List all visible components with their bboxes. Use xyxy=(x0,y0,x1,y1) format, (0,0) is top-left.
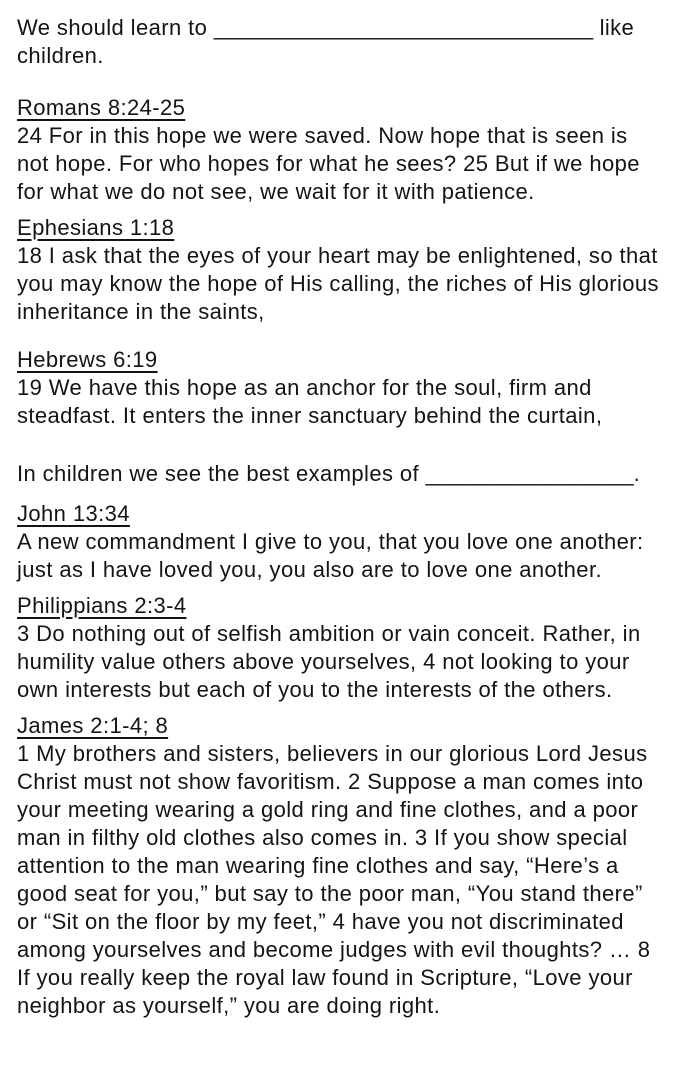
statement-1-blank-line: _______________________________ xyxy=(213,15,594,40)
scripture-reference-james: James 2:1-4; 8 xyxy=(17,713,169,738)
scripture-text-john: A new commandment I give to you, that you love one another: just as I have loved you, you also are to love one another. xyxy=(17,529,644,582)
statement-2-before-text: In children we see the best examples of xyxy=(17,461,420,486)
scripture-text-philippians: 3 Do nothing out of selfish ambition or vain conceit. Rather, in humility value others above yourselves, 4 not looking to your own interests but each of you to the interests of the others. xyxy=(17,621,641,702)
scripture-reference-hebrews: Hebrews 6:19 xyxy=(17,347,158,372)
scripture-section-john xyxy=(17,500,662,584)
scripture-text-hebrews: 19 We have this hope as an anchor for the soul, firm and steadfast. It enters the inner sanctuary behind the curtain, xyxy=(17,375,603,428)
scripture-reference-john: John 13:34 xyxy=(17,501,130,526)
scripture-text-james: 1 My brothers and sisters, believers in our glorious Lord Jesus Christ must not show favoritism. 2 Suppose a man comes into your meeting wearing a gold ring and fine clothes, and a poor man in filthy old clothes also comes in. 3 If you show special attention to the man wearing fine clothes and say, “Here’s a good seat for you,” but say to the poor man, “You stand there” or “Sit on the floor by my feet,” 4 have you not discriminated among yourselves and become judges with evil thoughts? … 8 If you really keep the royal law found in Scripture, “Love your neighbor as yourself,” you are doing right. xyxy=(17,741,651,1018)
scripture-text-ephesians: 18 I ask that the eyes of your heart may be enlightened, so that you may know the hope of His calling, the riches of His glorious inheritance in the saints, xyxy=(17,243,659,324)
statement-1-after-text: like children. xyxy=(17,15,635,68)
scripture-section-romans xyxy=(17,94,662,206)
statement-2-after-text: . xyxy=(633,461,641,486)
scripture-section-ephesians xyxy=(17,214,662,326)
scripture-reference-ephesians: Ephesians 1:18 xyxy=(17,215,175,240)
scripture-section-james xyxy=(17,712,662,1020)
scripture-text-romans: 24 For in this hope we were saved. Now hope that is seen is not hope. For who hopes for what he sees? 25 But if we hope for what we do not see, we wait for it with patience. xyxy=(17,123,640,204)
scripture-section-philippians xyxy=(17,592,662,704)
scripture-section-hebrews xyxy=(17,346,662,430)
scripture-reference-romans: Romans 8:24-25 xyxy=(17,95,186,120)
scripture-reference-philippians: Philippians 2:3-4 xyxy=(17,593,187,618)
worksheet-content xyxy=(17,14,662,1020)
fill-in-statement-1 xyxy=(17,14,662,70)
statement-2-blank-line: _________________ xyxy=(425,461,634,486)
statement-1-before-text: We should learn to xyxy=(17,15,208,40)
fill-in-statement-2 xyxy=(17,460,662,488)
